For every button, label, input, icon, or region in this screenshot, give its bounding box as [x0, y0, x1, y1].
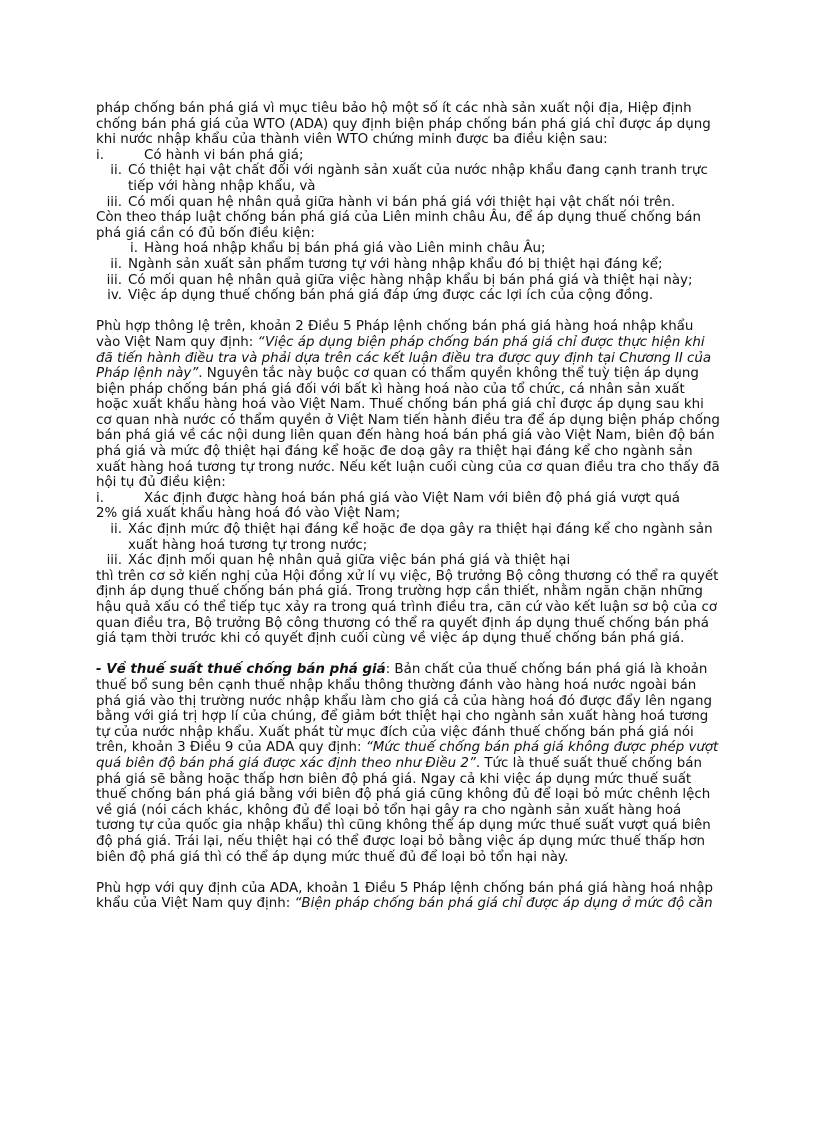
paragraph-minister-decision: thì trên cơ sở kiến nghị của Hội đồng xử lí vụ việc, Bộ trưởng Bộ công thương có thể ra quyết định áp dụng thuế chống bán phá giá. Trong trường hợp cần thiết, nhằm ngăn chặn những hậu quả xấu có thể tiếp tục xảy ra trong quá trình điều tra, căn cứ vào kết luận sơ bộ của cơ quan điều tra, Bộ trưởng Bộ công thương có thể ra quyết định áp dụng thuế chống bán phá giá tạm thời trước khi có quyết định cuối cùng về việc áp dụng thuế chống bán phá giá. — [96, 568, 719, 647]
wto-condition-2 — [96, 163, 720, 194]
wto-condition-1 — [96, 148, 720, 164]
list-number: i. — [96, 147, 104, 163]
list-number: ii. — [110, 256, 122, 272]
paragraph-lead: : Bản chất của thuế chống bán phá giá là khoản thuế bổ sung bên cạnh thuế nhập khẩu thông thường đánh vào hàng hoá nước ngoài bán phá giá vào thị trường nước nhập khẩu làm cho giá cả của hàng hoá đó được đẩy lên ngang bằng với giá trị hợp lí của chúng, để giảm bớt thiệt hại cho ngành sản xuất hàng hoá tương tự của nước nhập khẩu. Xuất phát từ mục đích của việc đánh thuế chống bán phá giá nói trên, khoản 3 Điều 9 của ADA quy định: — [96, 662, 712, 756]
document-page — [96, 101, 720, 912]
paragraph-wto-conditions: pháp chống bán phá giá vì mục tiêu bảo hộ một số ít các nhà sản xuất nội địa, Hiệp định chống bán phá giá của WTO (ADA) quy định biện pháp chống bán phá giá chỉ được áp dụng khi nước nhập khẩu của thành viên WTO chứng minh được ba điều kiện sau: — [96, 101, 711, 148]
paragraph-eu-conditions: Còn theo tháp luật chống bán phá giá của Liên minh châu Âu, để áp dụng thuế chống bán phá giá cần có đủ bốn điều kiện: — [96, 210, 702, 241]
list-text: Xác định được hàng hoá bán phá giá vào Việt Nam với biên độ phá giá vượt quá — [144, 490, 681, 506]
eu-condition-3 — [96, 273, 720, 289]
quoted-provision: “Việc áp dụng biện pháp chống bán phá giá chỉ được thực hiện khi đã tiến hành điều tra và phải dựa trên các kết luận điều tra được quy định tại Chương II của Pháp lệnh này” — [96, 334, 712, 382]
vn-condition-2 — [96, 522, 720, 553]
eu-condition-2 — [96, 257, 720, 273]
list-text: Việc áp dụng thuế chống bán phá giá đáp ứng được các lợi ích của cộng đồng. — [128, 288, 654, 304]
vn-condition-1 — [96, 491, 720, 507]
paragraph-gap — [96, 304, 720, 320]
eu-condition-4 — [96, 288, 720, 304]
paragraph-lead: Phù hợp thông lệ trên, khoản 2 Điều 5 Pháp lệnh chống bán phá giá hàng hoá nhập khẩu vào Việt Nam quy định: — [96, 319, 694, 350]
paragraph-gap — [96, 865, 720, 881]
list-text: Xác định mối quan hệ nhân quả giữa việc bán phá giá và thiệt hại — [128, 553, 571, 569]
quoted-provision: “Biện pháp chống bán phá giá chỉ được áp dụng ở mức độ cần — [294, 896, 713, 912]
paragraph-vietnam-ordinance — [96, 319, 720, 491]
paragraph-body: . Tức là thuế suất thuế chống bán phá giá sẽ bằng hoặc thấp hơn biên độ phá giá. Ngay cả khi việc áp dụng mức thuế suất thuế chống bán phá giá bằng với biên độ phá giá cũng không đủ để loại bỏ mức chênh lệch về giá (nói cách khác, không đủ để loại bỏ tổn hại gây ra cho ngành sản xuất hàng hoá tương tự của quốc gia nhập khẩu) thì cũng không thể áp dụng mức thuế suất vượt quá biên độ phá giá. Trái lại, nếu thiệt hại có thể được loại bỏ bằng việc áp dụng mức thuế thấp hơn biên độ phá giá thì có thể áp dụng mức thuế đủ để loại bỏ tổn hại này. — [96, 755, 711, 865]
wto-condition-3 — [96, 195, 720, 211]
vn-condition-3 — [96, 553, 720, 569]
list-text: Ngành sản xuất sản phẩm tương tự với hàng nhập khẩu đó bị thiệt hại đáng kể; — [128, 256, 663, 272]
list-text: Có mối quan hệ nhân quả giữa hành vi bán phá giá với thiệt hại vật chất nói trên. — [128, 194, 676, 210]
list-text: Hàng hoá nhập khẩu bị bán phá giá vào Liên minh châu Âu; — [144, 241, 546, 257]
list-number: i. — [96, 490, 104, 506]
eu-condition-1 — [96, 241, 720, 257]
paragraph-body: . Nguyên tắc này buộc cơ quan có thẩm quyền không thể tuỳ tiện áp dụng biện pháp chống bán phá giá đối với bất kì hàng hoá nào của tổ chức, cá nhân sản xuất hoặc xuất khẩu hàng hoá vào Việt Nam. Thuế chống bán phá giá chỉ được áp dụng sau khi cơ quan nhà nước có thẩm quyền ở Việt Nam tiến hành điều tra để áp dụng biện pháp chống bán phá giá về các nội dung liên quan đến hàng hoá bán phá giá vào Việt Nam, biên độ bán phá giá và mức độ thiệt hại đáng kể hoặc đe doạ gây ra thiệt hại đáng kể cho ngành sản xuất hàng hoá tương tự trong nước. Nếu kết luận cuối cùng của cơ quan điều tra cho thấy đã hội tụ đủ điều kiện: — [96, 366, 720, 491]
list-text: Có mối quan hệ nhân quả giữa việc hàng nhập khẩu bị bán phá giá và thiệt hại này; — [128, 272, 693, 288]
list-number: i. — [130, 241, 138, 257]
paragraph-gap — [96, 647, 720, 663]
list-text: Xác định mức độ thiệt hại đáng kể hoặc đe dọa gây ra thiệt hại đáng kể cho ngành sản xuất hàng hoá tương tự trong nước; — [128, 522, 713, 553]
list-number: iii. — [106, 194, 122, 210]
paragraph-tax-rate — [96, 662, 720, 865]
list-number: iv. — [107, 288, 122, 304]
list-number: iii. — [106, 553, 122, 569]
list-number: iii. — [106, 272, 122, 288]
paragraph-lead: Phù hợp với quy định của ADA, khoản 1 Điều 5 Pháp lệnh chống bán phá giá hàng hoá nhập khẩu của Việt Nam quy định: — [96, 880, 714, 912]
list-text: Có thiệt hại vật chất đối với ngành sản xuất của nước nhập khẩu đang cạnh tranh trực tiếp với hàng nhập khẩu, và — [128, 163, 708, 194]
list-number: ii. — [110, 522, 122, 538]
section-heading: - Về thuế suất thuế chống bán phá giá — [96, 662, 386, 678]
list-text: Có hành vi bán phá giá; — [144, 147, 304, 163]
vn-condition-1-continuation: 2% giá xuất khẩu hàng hoá đó vào Việt Nam; — [96, 506, 401, 522]
list-number: ii. — [110, 163, 122, 179]
paragraph-ada-compliance — [96, 881, 720, 912]
quoted-provision: “Mức thuế chống bán phá giá không được phép vượt quá biên độ bán phá giá được xác định theo như Điều 2” — [96, 740, 719, 771]
